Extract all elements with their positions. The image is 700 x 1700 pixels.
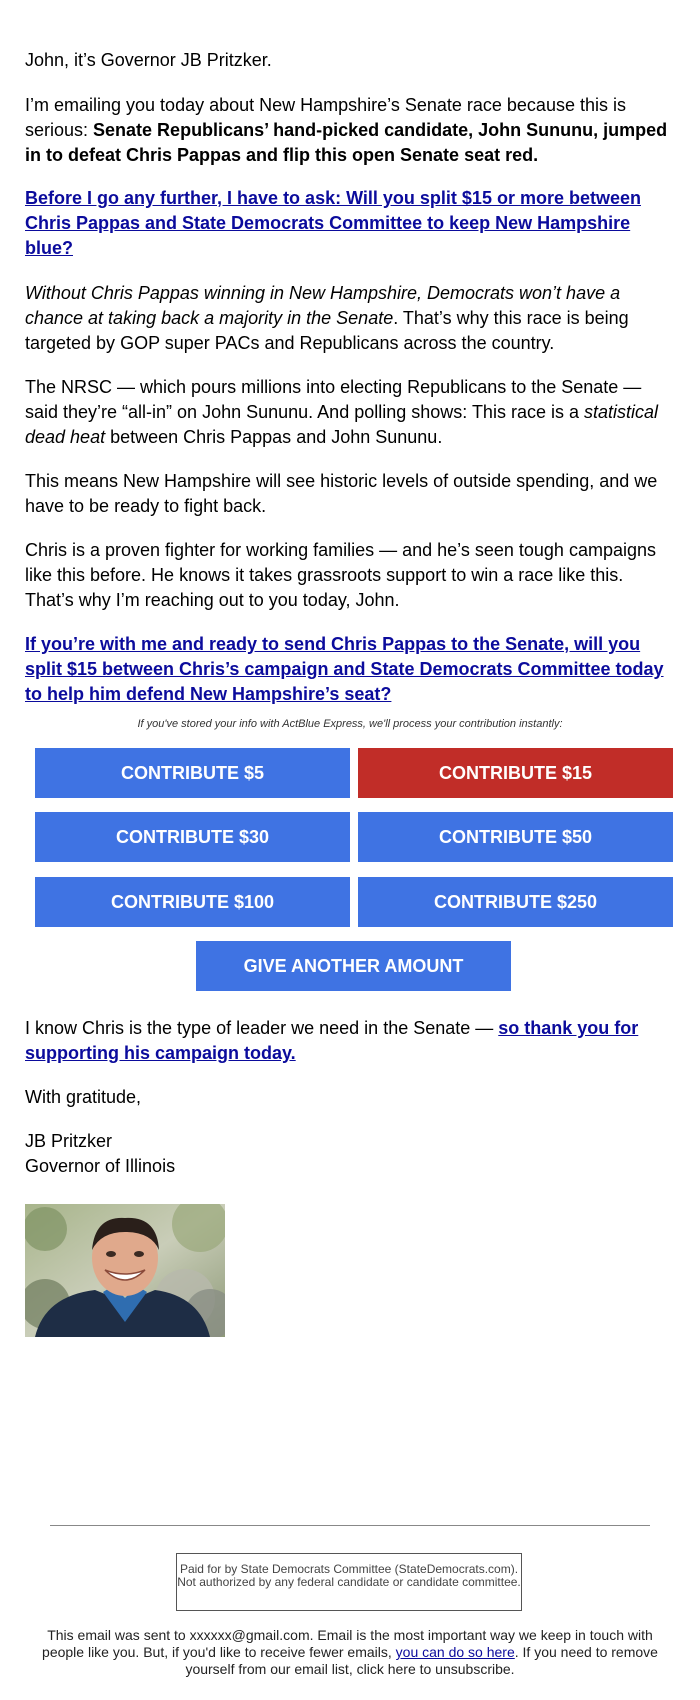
footer-sent-text: This email was sent to	[47, 1627, 190, 1643]
footer-unsubscribe-text: . If you need to remove yourself from our email list, click here to unsubscribe.	[185, 1644, 658, 1677]
footer-mid-text: . Email is the most important way we keep in touch with people like you. But, if you'd like to receive fewer emails,	[42, 1627, 653, 1660]
signoff: With gratitude,	[25, 1087, 142, 1107]
stakes-text: . That’s why this race is being targeted by GOP super PACs and Republicans across the country.	[25, 308, 629, 353]
thank-you-link[interactable]: so thank you for supporting his campaign today.	[25, 1018, 639, 1063]
fighter-paragraph: Chris is a proven fighter for working families — and he’s seen tough campaigns like this before. He knows it takes grassroots support to win a race like this. That’s why I’m reaching out to you today, John.	[25, 540, 656, 610]
ask-link-1[interactable]: Before I go any further, I have to ask: Will you split $15 or more between Chris Pappas and State Democrats Committee to keep New Hampshire blue?	[25, 188, 641, 258]
contribute-250-button[interactable]: CONTRIBUTE $250	[358, 877, 673, 927]
signature-title: Governor of Illinois	[25, 1156, 176, 1176]
dead-heat-italic: statistical dead heat	[25, 402, 659, 447]
closing-text: I know Chris is the type of leader we need in the Senate —	[25, 1018, 499, 1038]
intro-bold-text: Senate Republicans’ hand-picked candidate, John Sununu, jumped in to defeat Chris Pappas and flip this open Senate seat red.	[25, 120, 668, 165]
intro-paragraph	[25, 93, 675, 168]
signature-name: JB Pritzker	[25, 1131, 113, 1151]
nrsc-text: The NRSC — which pours millions into electing Republicans to the Senate — said they’re “all-in” on John Sununu. And polling shows: This race is a	[25, 377, 642, 422]
spending-paragraph: This means New Hampshire will see historic levels of outside spending, and we have to be ready to fight back.	[25, 471, 658, 516]
fewer-emails-link[interactable]: you can do so here	[395, 1644, 515, 1660]
greeting: John, it’s Governor JB Pritzker.	[25, 50, 272, 70]
governor-photo	[25, 1204, 225, 1337]
contribute-15-button[interactable]: CONTRIBUTE $15	[358, 748, 673, 798]
contribute-5-button[interactable]: CONTRIBUTE $5	[35, 748, 350, 798]
paid-for-disclaimer: Paid for by State Democrats Committee (StateDemocrats.com). Not authorized by any federal candidate or candidate committee.	[176, 1553, 522, 1611]
stakes-paragraph	[25, 281, 675, 356]
give-another-amount-button[interactable]: GIVE ANOTHER AMOUNT	[196, 941, 511, 991]
ask-link-2[interactable]: If you’re with me and ready to send Chris Pappas to the Senate, will you split $15 between Chris’s campaign and State Democrats Committee today to help him defend New Hampshire’s seat?	[25, 634, 664, 704]
stakes-italic-text: Without Chris Pappas winning in New Hampshire, Democrats won’t have a chance at taking back a majority in the Senate	[25, 283, 621, 328]
footer-text	[40, 1627, 660, 1678]
ask-paragraph-1	[25, 186, 675, 261]
contribute-30-button[interactable]: CONTRIBUTE $30	[35, 812, 350, 862]
closing-paragraph	[25, 1016, 675, 1066]
intro-text: I’m emailing you today about New Hampshire’s Senate race because this is serious:	[25, 95, 626, 140]
contribute-50-button[interactable]: CONTRIBUTE $50	[358, 812, 673, 862]
contribute-100-button[interactable]: CONTRIBUTE $100	[35, 877, 350, 927]
footer-divider	[50, 1525, 650, 1526]
nrsc-paragraph	[25, 375, 675, 450]
recipient-email: xxxxxx@gmail.com	[189, 1627, 310, 1643]
ask-paragraph-2	[25, 632, 675, 707]
actblue-express-note: If you've stored your info with ActBlue Express, we'll process your contribution instantly:	[137, 718, 563, 730]
nrsc-text-end: between Chris Pappas and John Sununu.	[105, 427, 443, 447]
